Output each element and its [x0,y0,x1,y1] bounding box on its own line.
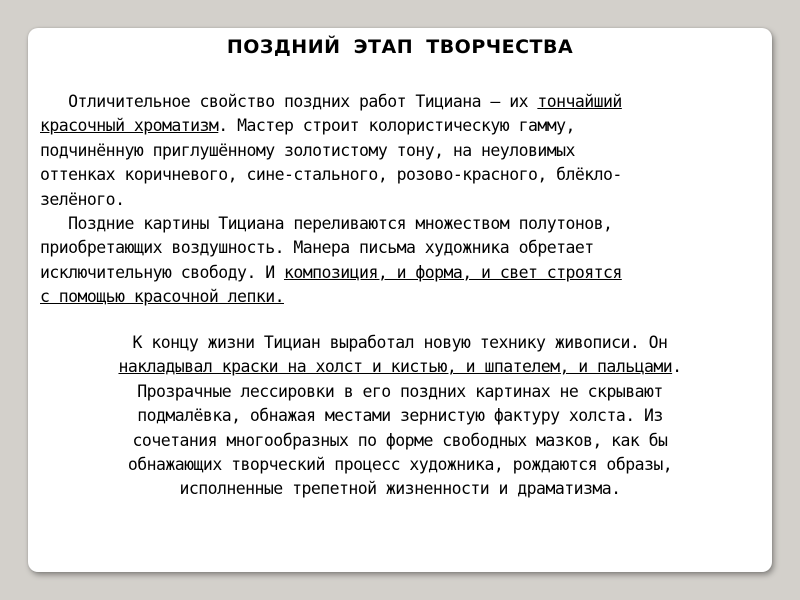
p1-underlined-2: красочный хроматизм [40,116,219,136]
p3-line-4: подмалёвка, обнажая местами зернистую фактуру холста. Из [137,406,663,426]
p3-line-5: сочетания многообразных по форме свободных мазков, как бы [132,430,668,450]
slide-title: ПОЗДНИЙ ЭТАП ТВОРЧЕСТВА [226,36,574,58]
p2-line-3-text: исключительную свободу. И [40,262,284,282]
p2-line-4 [40,285,760,309]
p1-line-5: зелёного. [40,189,125,209]
p3-line-2-text: . [672,357,682,377]
paragraph-3 [40,331,760,502]
p1-line-2 [40,114,760,138]
paragraphs-1-2 [40,90,760,310]
p1-line-2-text: . Мастер строит колористическую гамму, [218,116,575,136]
p1-line-3: подчинённую приглушённому золотистому тону, на неуловимых [40,140,575,160]
p1-line-1 [40,90,760,114]
p2-underlined-2: с помощью красочной лепки. [40,287,284,307]
p1-line-1-text: Отличительное свойство поздних работ Тициана — их [40,92,538,111]
p1-line-4: оттенках коричневого, сине-стального, розово-красного, блёкло- [40,165,622,185]
p1-underlined-1: тончайший [537,92,622,111]
p3-line-2 [40,355,760,379]
p3-line-6: обнажающих творческий процесс художника, рождаются образы, [127,455,673,475]
p3-line-3: Прозрачные лессировки в его поздних картинах не скрывают [137,381,663,401]
p3-underlined: накладывал краски на холст и кистью, и шпателем, и пальцами [118,357,673,377]
p2-line-2: приобретающих воздушность. Манера письма художника обретает [40,238,594,258]
p2-line-3 [40,261,760,285]
p2-underlined-1: композиция, и форма, и свет строятся [283,262,622,282]
p3-line-7: исполненные трепетной жизненности и драматизма. [179,479,621,499]
p3-line-1: К концу жизни Тициан выработал новую технику живописи. Он [132,333,668,352]
p2-line-1: Поздние картины Тициана переливаются множеством полутонов, [40,214,613,234]
